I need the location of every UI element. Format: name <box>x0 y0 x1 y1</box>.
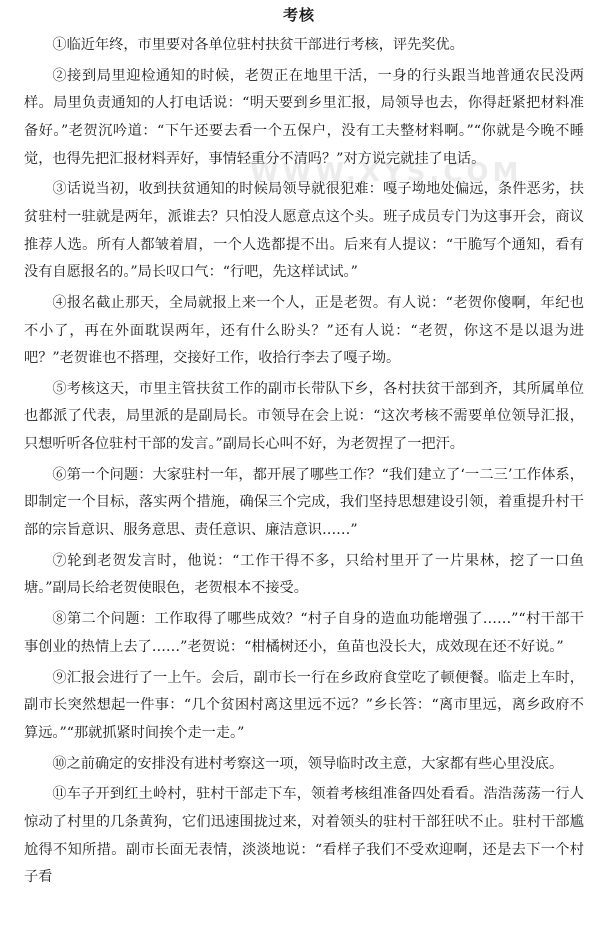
paragraph-5: ⑤考核这天，市里主管扶贫工作的副市长带队下乡，各村扶贫干部到齐，其所属单位也都派了代表，局里派的是副局长。市领导在会上说：“这次考核不需要单位领导汇报，只想听听各位驻村干部的发言。”副局长心叫不好，为老贺捏了一把汗。 <box>24 380 584 453</box>
paragraph-1: ①临近年终，市里要对各单位驻村扶贫干部进行考核，评先奖优。 <box>52 37 464 53</box>
paragraph-6: ⑥第一个问题：大家驻村一年，都开展了哪些工作？“我们建立了‘一二三’工作体系，即制定一个目标，落实两个措施，确保三个完成，我们坚持思想建设引领，着重提升村干部的宗旨意识、服务意思、责任意识、廉洁意识……” <box>24 466 584 539</box>
article-body <box>24 32 584 895</box>
paragraph-2: ②接到局里迎检通知的时候，老贺正在地里干活，一身的行头跟当地普通农民没两样。局里负责通知的人打电话说：“明天要到乡里汇报，局领导也去，你得赶紧把材料准备好。”老贺沉吟道：“下午还要去看一个五保户，没有工夫整材料啊。”“你就是今晚不睡觉，也得先把汇报材料弄好，事情轻重分不清吗？”对方说完就挂了电话。 <box>24 67 584 167</box>
document-title: 考核 <box>282 6 315 24</box>
paragraph-3: ③话说当初，收到扶贫通知的时候局领导就很犯难：嘎子坳地处偏远，条件恶劣，扶贫驻村一驻就是两年，派谁去？只怕没人愿意点这个头。班子成员专门为这事开会，商议推荐人选。所有人都皱着眉，一个人选都提不出。后来有人提议：“干脆写个通知，看有没有自愿报名的。”局长叹口气：“行吧，先这样试试。” <box>24 181 584 281</box>
watermark: WWW.XYS.COM <box>250 158 523 188</box>
paragraph-9: ⑨汇报会进行了一上午。会后，副市长一行在乡政府食堂吃了顿便餐。临走上车时，副市长突然想起一件事：“几个贫困村离这里远不远？”乡长答：“离市里远，离乡政府不算远。”“那就抓紧时间挨个走一走。” <box>24 669 584 741</box>
paragraph-11: ⑪车子开到红土岭村，驻村干部走下车，领着考核组准备四处看看。浩浩荡荡一行人惊动了村里的几条黄狗，它们迅速围拢过来，对着领头的驻村干部狂吠不止。驻村干部尴尬得不知所措。副市长面无表情，淡淡地说：“看样子我们不受欢迎啊，还是去下一个村子看 <box>24 786 584 886</box>
paragraph-10: ⑩之前确定的安排没有进村考察这一项，领导临时改主意，大家都有些心里没底。 <box>52 755 564 772</box>
paragraph-7: ⑦轮到老贺发言时，他说：“工作干得不多，只给村里开了一片果林，挖了一口鱼塘。”副局长给老贺使眼色，老贺根本不接受。 <box>24 552 584 597</box>
paragraph-4: ④报名截止那天，全局就报上来一个人，正是老贺。有人说：“老贺你傻啊，年纪也不小了，再在外面耽误两年，还有什么盼头？”还有人说：“老贺，你这不是以退为进吧？”老贺谁也不搭理，交接好工作，收拾行李去了嘎子坳。 <box>24 294 584 367</box>
paragraph-8: ⑧第二个问题：工作取得了哪些成效？“村子自身的造血功能增强了……”“村干部干事创业的热情上去了……”老贺说：“柑橘树还小，鱼苗也没长大，成效现在还不好说。” <box>24 611 584 655</box>
